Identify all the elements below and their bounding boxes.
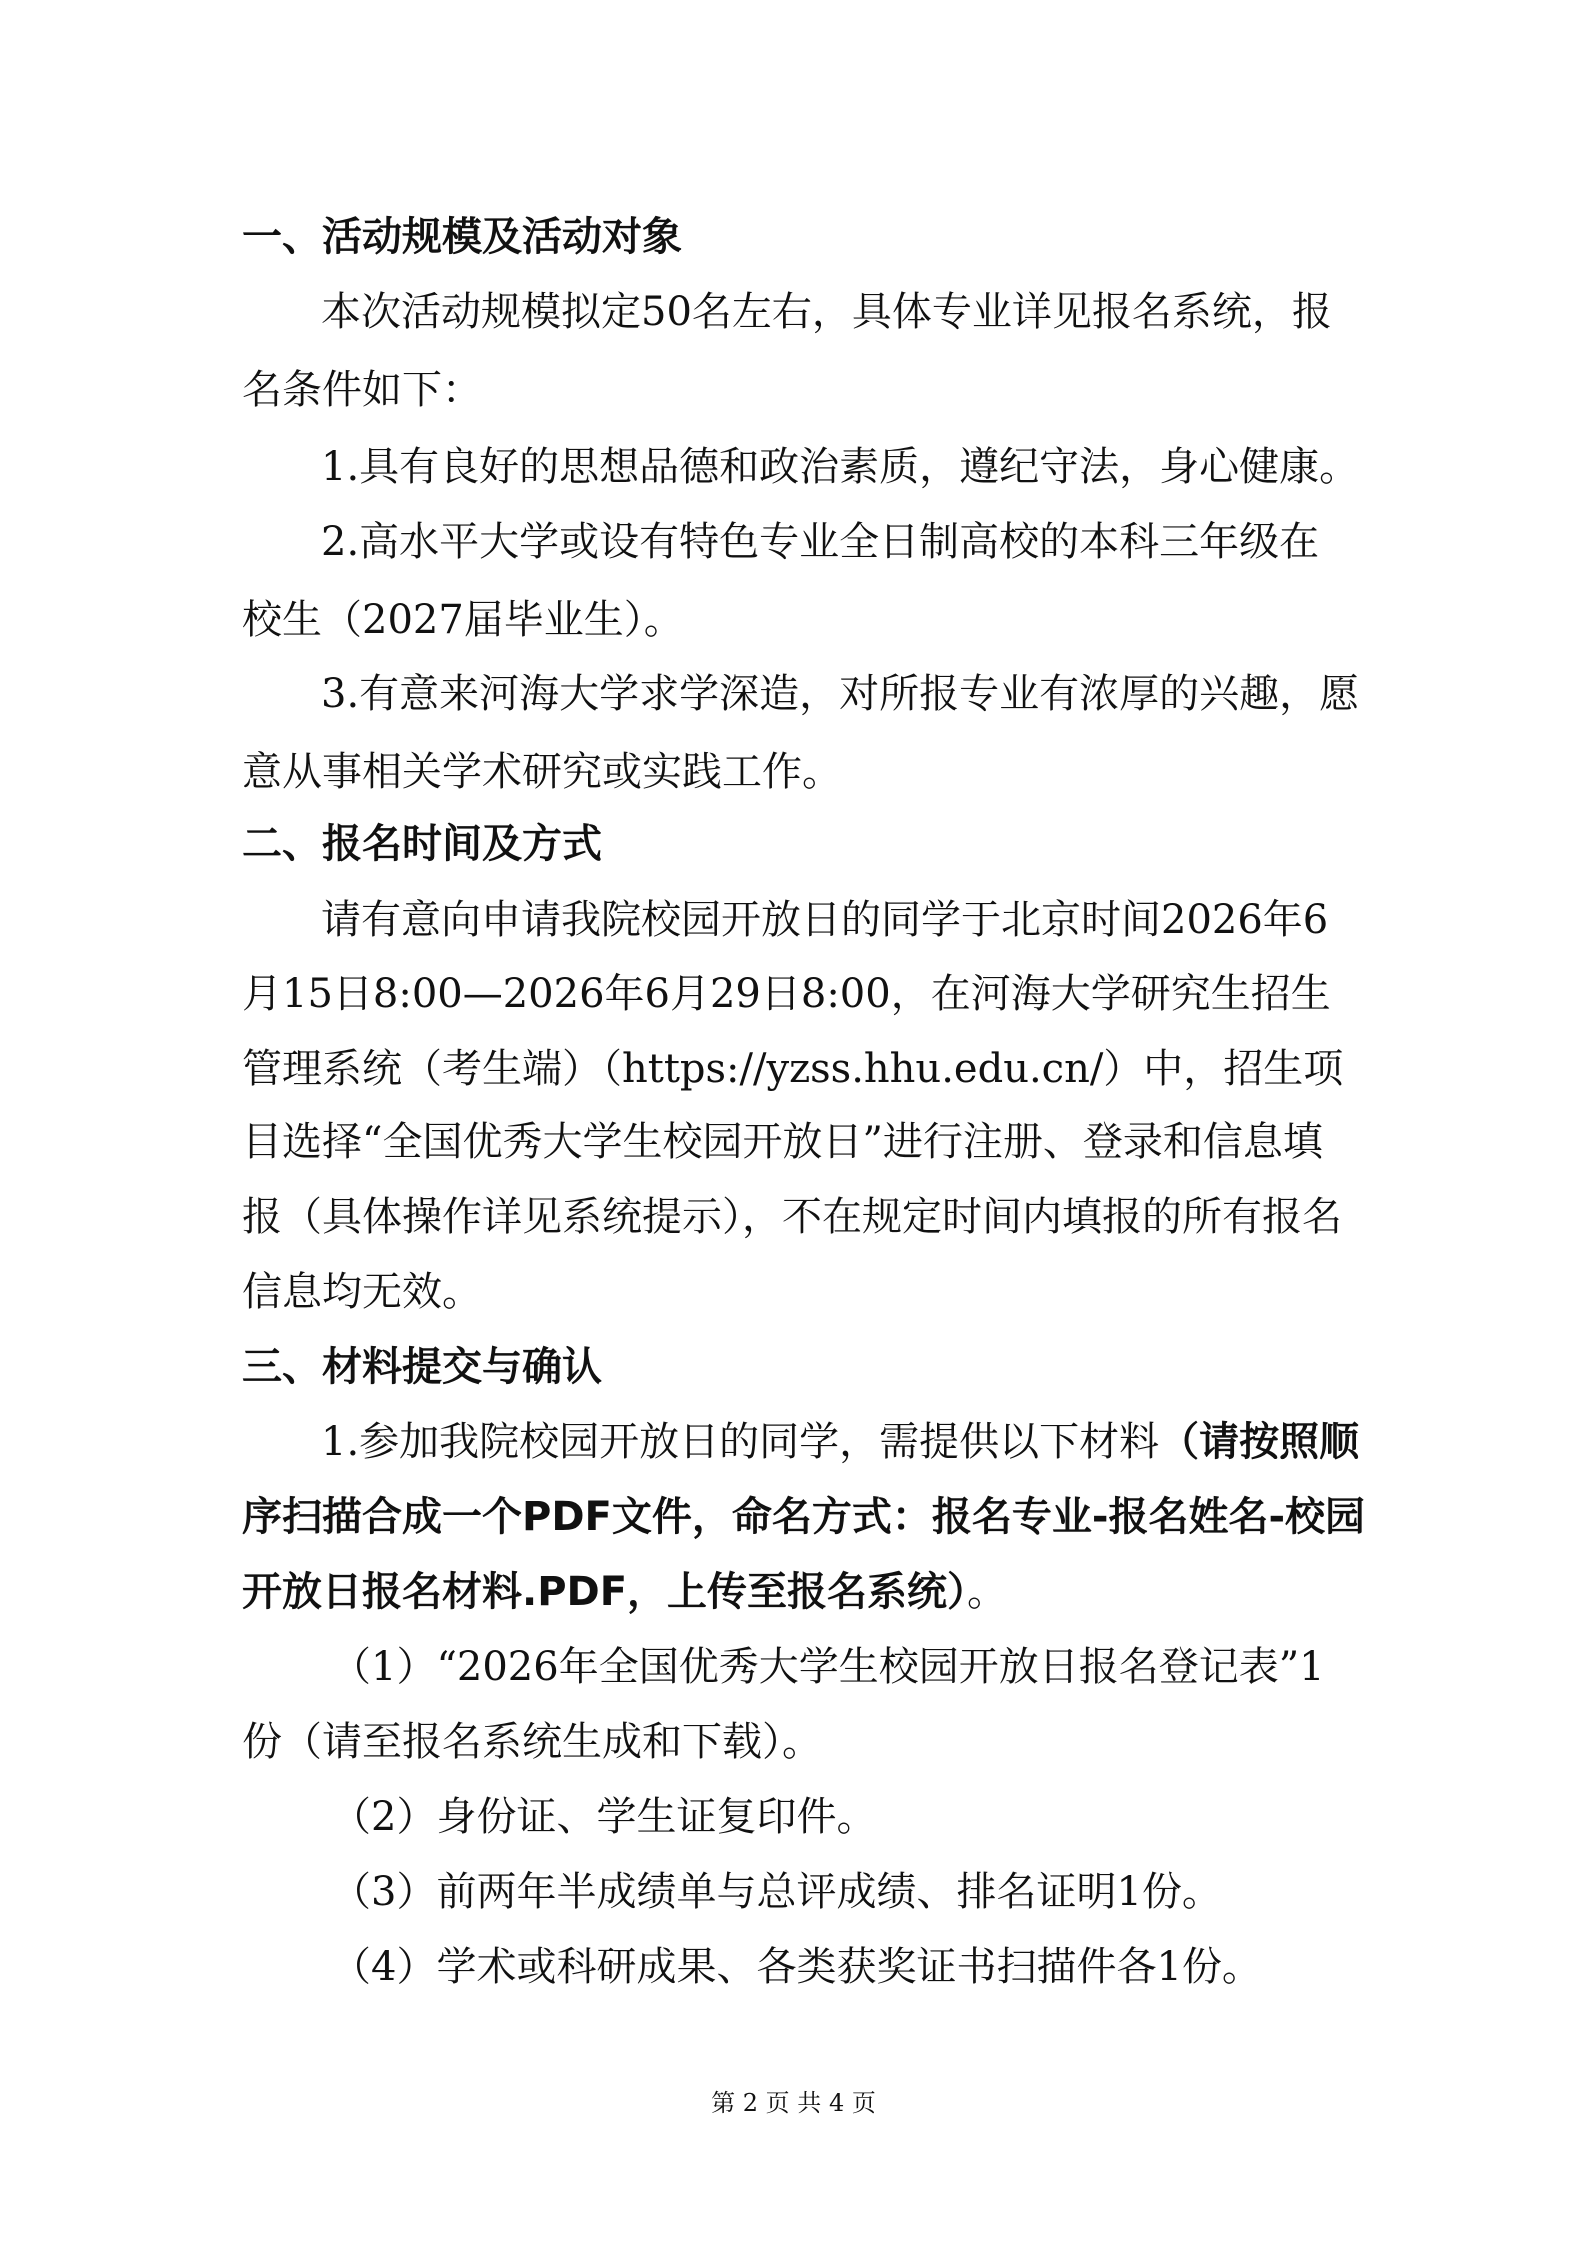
sub-list-item-continuation: 份（请至报名系统生成和下载）。 [242,1719,822,1765]
sub-list-item: （4）学术或科研成果、各类获奖证书扫描件各1份。 [331,1944,1262,1990]
paragraph-line: 名条件如下： [242,367,482,413]
paragraph-line: 管理系统（考生端）（https://yzss.hhu.edu.cn/）中，招生项 [242,1046,1344,1092]
plain-text: 。 [967,1569,1008,1615]
page-footer: 第 2 页 共 4 页 [711,2089,876,2117]
paragraph-line: 请有意向申请我院校园开放日的同学于北京时间2026年6 [321,897,1329,943]
section-heading: 一、活动规模及活动对象 [242,214,682,260]
section-heading: 二、报名时间及方式 [242,821,602,867]
list-item: 2.高水平大学或设有特色专业全日制高校的本科三年级在 [321,519,1320,565]
paragraph-line: 目选择“全国优秀大学生校园开放日”进行注册、登录和信息填 [242,1119,1323,1165]
list-item-continuation: 校生（2027届毕业生）。 [242,597,684,643]
plain-text: 1.参加我院校园开放日的同学，需提供以下材料 [321,1419,1160,1465]
sub-list-item: （1）“2026年全国优秀大学生校园开放日报名登记表”1 [331,1644,1325,1690]
sub-list-item: （3）前两年半成绩单与总评成绩、排名证明1份。 [331,1869,1222,1915]
section-heading: 三、材料提交与确认 [242,1344,602,1390]
bold-text: 序扫描合成一个PDF文件，命名方式：报名专业-报名姓名-校园 [242,1494,1366,1540]
paragraph-line: 信息均无效。 [242,1269,482,1315]
paragraph-line [321,1418,1359,1466]
bold-text: 开放日报名材料.PDF，上传至报名系统） [242,1569,968,1615]
sub-list-item: （2）身份证、学生证复印件。 [331,1794,877,1840]
bold-text: （请按照顺 [1159,1419,1360,1465]
paragraph-line: 本次活动规模拟定50名左右，具体专业详见报名系统，报 [321,289,1332,335]
paragraph-line: 报（具体操作详见系统提示），不在规定时间内填报的所有报名 [242,1194,1342,1240]
list-item: 1.具有良好的思想品德和政治素质，遵纪守法，身心健康。 [321,444,1360,490]
paragraph-line [242,1568,1007,1616]
paragraph-line: 月15日8:00—2026年6月29日8:00，在河海大学研究生招生 [242,971,1331,1017]
list-item-continuation: 意从事相关学术研究或实践工作。 [242,749,842,795]
list-item: 3.有意来河海大学求学深造，对所报专业有浓厚的兴趣，愿 [321,671,1360,717]
